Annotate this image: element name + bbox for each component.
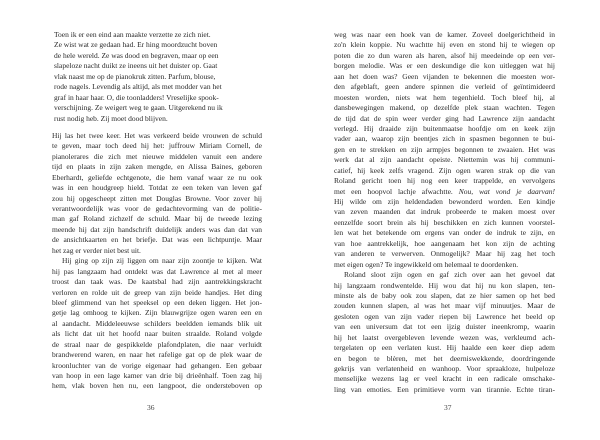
line-text: verantwoordelijk was voor de gedachtevorming van de politie- (52, 204, 262, 213)
line-text: len wat het betekende om ergens van onder de indruk te zijn, en (334, 228, 555, 238)
line-text: eenzelfde soort brein als hij beschikken en zich kunnen voorstel- (334, 217, 555, 227)
line-text: al aandacht. Middeleeuwse schilders beeldden iemands blik uit (52, 318, 262, 328)
text-line (334, 301, 555, 311)
text-line (334, 270, 555, 280)
left-page-text (52, 30, 262, 392)
line-text: zo'n klein koppie. Nu wachtte hij even en stond hij te wiegen op (334, 40, 555, 50)
line-text: kroonluchter van de vorige eigenaar had gehangen. Een gebaar (52, 360, 262, 370)
text-line (334, 228, 555, 238)
block-quote (54, 30, 262, 124)
line-text: dansbewegingen makend, op dezelfde plek staan wachten. Tegen (334, 103, 555, 113)
text-line (334, 166, 555, 176)
text-line (334, 93, 555, 103)
text-line (334, 72, 555, 82)
text-line (52, 350, 262, 360)
left-paragraphs (52, 131, 262, 392)
text-line (334, 374, 555, 384)
text-line (334, 291, 555, 301)
line-text: Eberhardt, geliefde echtgenote, die hem vanaf waar ze nu ook (52, 172, 262, 182)
text-line (52, 256, 262, 266)
text-line (334, 343, 555, 353)
text-line (52, 141, 262, 151)
line-text: getje lag omhoog te kijken. Zijn blauwgrijze ogen waren een en (52, 308, 262, 318)
text-line (52, 183, 262, 193)
line-text: den afgeblaft, geen andere spinnen die verleid of geïntimideerd (334, 82, 555, 92)
text-line (334, 260, 555, 270)
line-text: Hij wilde om zijn heldendaden bewonderd worden. Een kindje (334, 197, 555, 206)
text-line (52, 308, 262, 318)
text-line (334, 312, 555, 322)
text-line (334, 51, 555, 61)
line-text: verloren en rolde uit de greep van zijn beide handjes. Het ding (52, 287, 262, 297)
line-text: troost dan taak was. De kaatsbal had zijn aantrekkingskracht (52, 277, 262, 287)
line-text: brandwerend waren, en naar het rafelige gat op de plek waar de (52, 350, 262, 360)
text-line (334, 249, 555, 259)
line-text: aan het doen was? Geen vijanden te bekennen die moesten wor- (334, 71, 555, 81)
text-line (334, 187, 555, 197)
line-text: als licht dat uit het hoofd naar buiten straalde. Roland volgde (52, 329, 262, 339)
text-line (52, 173, 262, 183)
line-text: met eigen ogen? Te ingewikkeld om helemaal te doordenken. (334, 259, 519, 269)
text-line (52, 361, 262, 371)
italic-text: Nou, wat vond je daarvan! (458, 186, 555, 196)
text-line (52, 246, 262, 256)
line-text: van zeven maanden dat indruk probeerde te maken moest over (334, 207, 555, 217)
page-number-left: 36 (147, 403, 155, 412)
line-text: van een universum dat tot een ijzig duister ineenkromp, waarin (334, 322, 555, 332)
line-text: de straal naar de gespikkelde plafondplaten, die naar verluidt (52, 339, 262, 349)
quote-line: Ze wist wat ze gedaan had. Er hing moordzucht boven (54, 40, 218, 50)
line-text: Hij las het twee keer. Het was verkeerd beide vrouwen de schuld (52, 130, 262, 140)
line-text: ling van emoties. Een primitieve vorm van tirannie. Echte tiran- (334, 384, 555, 394)
quote-line: slapeloze nacht duikt ze ineens uit het duister op. Gaat (54, 61, 218, 71)
line-text: weg was naar een hoek van de kamer. Zoveel doelgerichtheid in (334, 30, 555, 39)
line-text: meende hij dat zijn handschrift duidelijk anders was dan dat van (52, 224, 262, 234)
text-line (52, 214, 262, 224)
line-text: zouden kunnen slapen, al was het maar vijf minuutjes. Maar de (334, 301, 555, 311)
line-text: pianolerares die zich met nieuwe middelen vanuit een andere (52, 151, 262, 161)
line-text: zou hij opgescheept zitten met Douglas Browne. Voor zover hij (52, 193, 262, 203)
line-text: gen en te strekken en zijn armpjes begonnen te zwaaien. Het was (334, 144, 555, 154)
text-line (334, 207, 555, 217)
line-text: van hoop in een lage kamer van drie bij drieënhalf. Toen zag hij (52, 371, 262, 380)
text-line (52, 225, 262, 235)
right-paragraphs (334, 30, 555, 395)
quote-line: rust nodig heb. Zij moet dood blijven. (54, 113, 168, 123)
quote-line: Toen ik er een eind aan maakte verzette ze zich niet. (54, 30, 211, 39)
page-number-right: 37 (444, 403, 452, 412)
text-line (52, 152, 262, 162)
text-line (52, 381, 262, 391)
paragraph (52, 131, 262, 256)
text-line (334, 322, 555, 332)
text-line (334, 61, 555, 71)
text-line (334, 155, 555, 165)
quote-line: de hele wereld. Ze was dood en begraven, maar op een (54, 50, 219, 60)
line-text: man gaf Roland zichzelf de schuld. Maar bij de tweede lezing (52, 214, 262, 224)
text-line (52, 162, 262, 172)
text-line (334, 281, 555, 291)
text-line (52, 277, 262, 287)
line-text: van anderen te verwerven. Onmogelijk? Maar hij zag het toch (334, 249, 555, 259)
text-line (334, 40, 555, 50)
line-text: hem, vlak boven hen nu, een langpoot, die ondersteboven op (52, 381, 262, 391)
text-line (52, 131, 262, 141)
text-line (334, 385, 555, 395)
line-text: was in een houdgreep hield. Totdat ze een teken van leven gaf (52, 183, 262, 193)
text-line (334, 218, 555, 228)
line-text: menselijke wezens lag er veel kracht in een radicale omschake- (334, 374, 555, 384)
text-line (334, 333, 555, 343)
line-text: tergelaten op een verlaten kust. Hij haalde een keer diep adem (334, 343, 555, 353)
line-text: en begon te blèren, met het deerniswekkende, doordringende (334, 353, 555, 363)
line-text: verlegd. Hij draaide zijn buitenmaatse hoofdje om en keek zijn (334, 123, 555, 133)
text-line (52, 267, 262, 277)
text-line (334, 30, 555, 40)
quote-line: verschijning. Ze weigert weg te gaan. Uitgerekend nu ik (54, 103, 223, 113)
line-text: het zag er verder niet best uit. (52, 245, 141, 255)
right-page-text (334, 30, 555, 395)
line-text: borgen melodie. Was er een deskundige die kon uitleggen wat hij (334, 61, 555, 71)
quote-line: rode nagels. Levendig als altijd, als met modder van het (54, 82, 222, 92)
line-text: Roland sloot zijn ogen en gaf zich over aan het gevoel dat (344, 270, 555, 280)
line-text: moesten worden, niets wat hem tegenhield. Toch bleef hij, al (334, 92, 555, 102)
text-line (334, 103, 555, 113)
text-line (52, 371, 262, 381)
text-line (334, 134, 555, 144)
text-line (334, 114, 555, 124)
paragraph (334, 30, 555, 270)
text-line (334, 354, 555, 364)
text-line (334, 239, 555, 249)
text-line (52, 340, 262, 350)
line-text: de tijd dat de spin weer verder ging had Lawrence zijn aandacht (334, 113, 555, 123)
text-line (52, 235, 262, 245)
line-text: minste als de baby ook zou slapen, dat ze hier samen op het bed (334, 290, 555, 300)
line-text: werk dat al zijn aandacht opeiste. Niettemin was hij communi- (334, 155, 555, 165)
text-line (334, 82, 555, 92)
text-line (52, 319, 262, 329)
line-text: gesloten ogen van zijn vader riepen bij Lawrence het beeld op (334, 311, 555, 321)
text-line (334, 364, 555, 374)
line-text: bleef glimmend van het speeksel op een deken liggen. Het jon- (52, 297, 262, 307)
text-line (334, 124, 555, 134)
line-text: vader aan, waarop zijn beentjes zich in spasmen begonnen te bui- (334, 134, 555, 144)
text-line (52, 288, 262, 298)
line-text: hij pas langzaam had ontdekt was dat Lawrence al met al meer (52, 266, 262, 276)
line-text: poten die zo dun waren als haren, alsof hij meedeinde op een ver- (334, 50, 555, 60)
text-line (52, 194, 262, 204)
text-line (52, 204, 262, 214)
line-text: hij langzaam rondwentelde. Hij wou dat hij nu kon slapen, ten- (334, 280, 555, 290)
line-text: Hij ging op zijn zij liggen om naar zijn zoontje te kijken. Wat (62, 256, 262, 266)
text-line (334, 197, 555, 207)
line-text: de ansichtkaarten en het briefje. Dat was een lichtpuntje. Maar (52, 235, 262, 245)
line-text: catief, hij keek zelfs vragend. Zijn ogen waren strak op die van (334, 165, 555, 175)
quote-line: vlak naast me op de pianokruk zitten. Parfum, blouse, (54, 71, 216, 81)
line-text: van hoe aantrekkelijk, hoe aangenaam het kon zijn de achting (334, 238, 555, 248)
line-text: Roland gericht toen hij nog een keer trappelde, en vervolgens (334, 176, 555, 186)
line-text: tijd en plaats in zijn zaken mengde, en Alissa Baines, geboren (52, 162, 262, 172)
text-line (334, 145, 555, 155)
paragraph (334, 270, 555, 395)
text-line (52, 298, 262, 308)
line-text: hij het laatst overgebleven levende wezen was, verkleumd ach- (334, 332, 555, 342)
text-line (52, 329, 262, 339)
paragraph (52, 256, 262, 392)
text-line (334, 176, 555, 186)
line-text: met een hoopvol lachje afwachtte. (334, 186, 459, 196)
line-text: te geven, maar toch deed hij het: juffrouw Miriam Cornell, de (52, 141, 262, 151)
quote-line: graf in haar haar. O, die toonladders! Vreselijke spook- (54, 92, 219, 102)
line-text: gekrijs van verlatenheid en wanhoop. Voor spraakloze, hulpeloze (334, 364, 555, 373)
right-page (300, 0, 600, 440)
